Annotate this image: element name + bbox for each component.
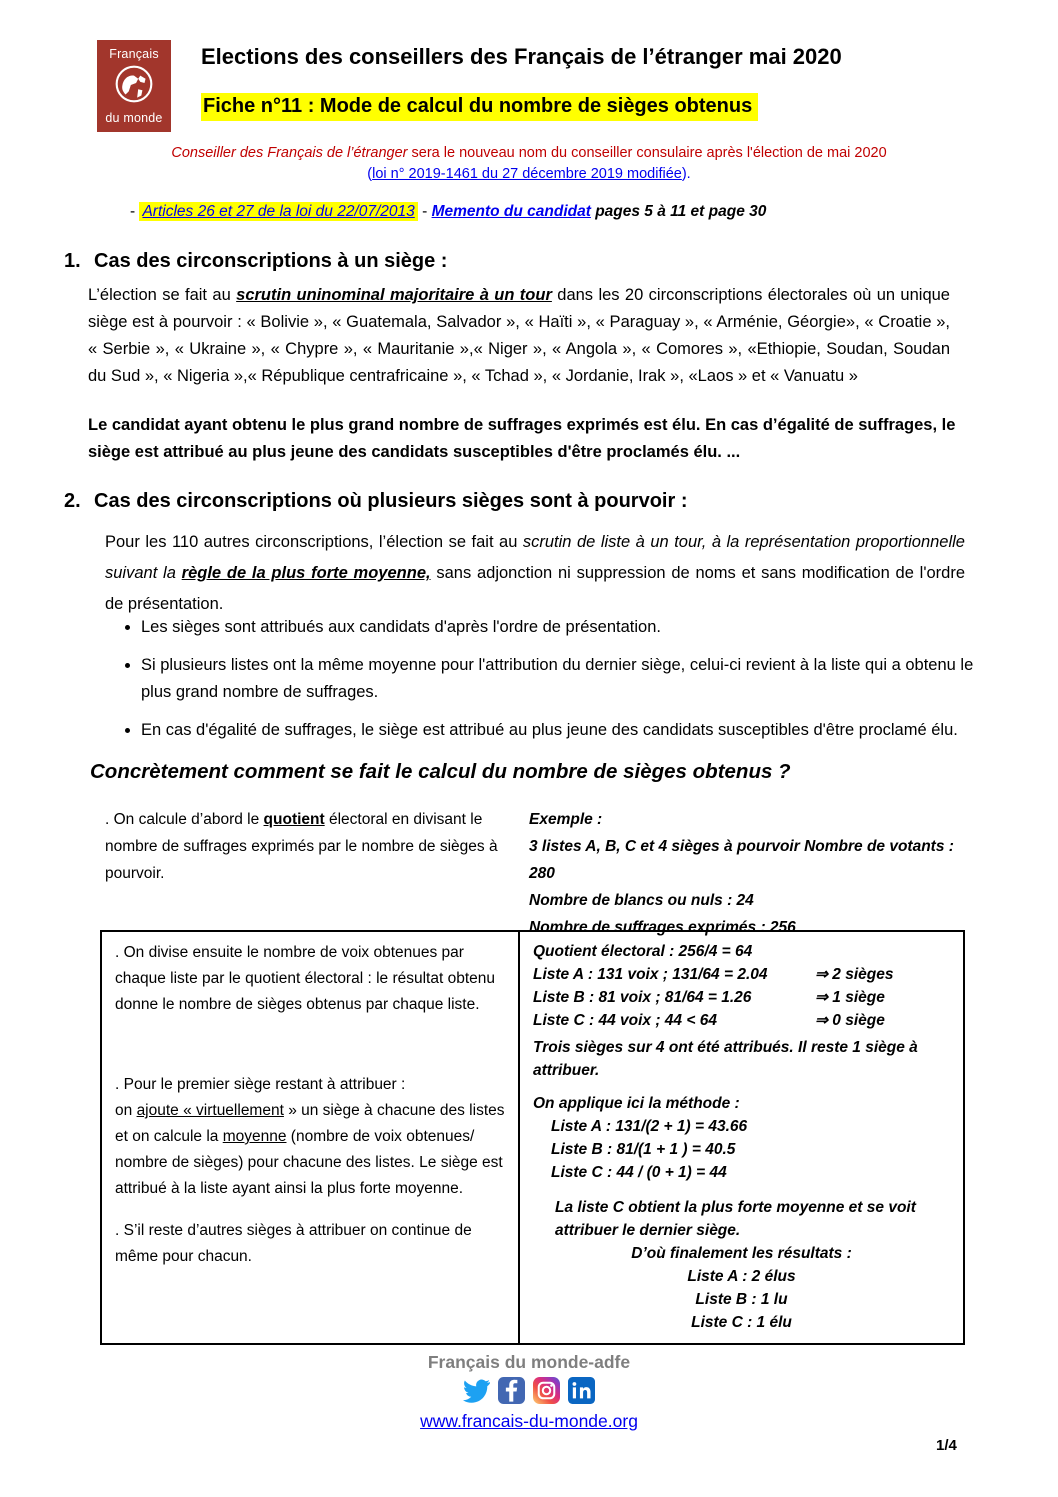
remaining-seat-note: Trois sièges sur 4 ont été attribués. Il reste 1 siège à attribuer. [533,1039,918,1079]
page-number: 1/4 [936,1437,957,1454]
example-line: 3 listes A, B, C et 4 sièges à pourvoir Nombre de votants : 280 [529,838,954,882]
articles-law-link[interactable]: Articles 26 et 27 de la loi du 22/07/2013 [142,203,415,220]
dash: - [130,203,140,220]
method-steps-cell [102,932,520,1343]
memento-pages: pages 5 à 11 et page 30 [590,203,767,220]
list-item: • Les sièges sont attribués aux candidats d'après l'ordre de présentation. [141,614,989,641]
example-block [529,806,967,941]
method-line: Liste B : 81/(1 + 1 ) = 40.5 [551,1141,736,1158]
facebook-icon[interactable] [498,1377,525,1404]
title-block [201,40,842,132]
list-a-seats: ⇒ 2 sièges [815,966,894,983]
example-line: Nombre de blancs ou nuls : 24 [529,892,754,909]
section1-heading [64,250,447,273]
website-link[interactable]: www.francais-du-monde.org [420,1411,638,1431]
twitter-icon[interactable] [463,1377,490,1404]
footer [0,1352,1058,1432]
example-results-cell [520,932,963,1343]
list-item: • Si plusieurs listes ont la même moyenne pour l'attribution du dernier siège, celui-ci revient à la liste qui a obtenu le plus grand nombre de suffrages. [141,652,989,706]
step3-line1: . Pour le premier siège restant à attribuer : [115,1076,406,1093]
section2-regle-emphasis: règle de la plus forte moyenne, [181,564,431,582]
step3-virtuellement-underlined: ajoute « virtuellement [136,1102,284,1119]
intro-line-2 [0,164,1058,185]
list-item: • En cas d'égalité de suffrages, le siège est attribué au plus jeune des candidats susceptibles d'être proclamé élu. [141,717,989,744]
step1-text [105,806,507,941]
step1-start: . On calcule d’abord le [105,811,264,828]
law-link[interactable]: loi n° 2019-1461 du 27 décembre 2019 modifiée [372,166,682,182]
result-line: Liste A : 2 élus [687,1268,796,1285]
result-line: Liste C : 1 élu [691,1314,792,1331]
section1-scrutin-emphasis: scrutin uninominal majoritaire à un tour [236,286,552,304]
step1-rest: électoral en divisant le nombre de suffrages exprimés par le nombre de sièges à pourvoir. [105,811,498,882]
intro-note [0,143,1058,185]
reference-links [130,203,766,221]
intro-line-1 [0,143,1058,164]
step3-rest: (nombre de voix obtenues/ nombre de sièges) pour chacune des listes. Le siège est attribué à la liste ayant ainsi la plus forte moyenne. [115,1128,503,1197]
method-line: Liste C : 44 / (0 + 1) = 44 [551,1164,727,1181]
section2-scrutin-italic: scrutin de liste à un tour, à la représentation proportionnelle suivant la [105,533,965,582]
section1-number: 1. [64,250,81,272]
step3-start: on [115,1102,137,1119]
list-a-row [533,963,950,986]
section2-number: 2. [64,490,81,512]
method-line: Liste A : 131/(2 + 1) = 43.66 [551,1118,748,1135]
step1-quotient-underlined: quotient [263,811,325,828]
section2-heading [64,490,688,513]
intro-line1-rest: sera le nouveau nom du conseiller consulaire après l'élection de mai 2020 [407,145,887,161]
list-c-seats: ⇒ 0 siège [815,1012,885,1029]
rules-list [113,614,989,755]
section2-text-rest: sans adjonction ni suppression de noms et sans modification de l'ordre de présentation. [105,564,965,613]
list-b-calc: Liste B : 81 voix ; 81/64 = 1.26 [533,989,752,1006]
calculation-table [100,930,965,1345]
linkedin-icon[interactable] [568,1377,595,1404]
section1-title: Cas des circonscriptions à un siège : [94,250,448,272]
social-icons [0,1377,1058,1404]
list-c-calc: Liste C : 44 voix ; 44 < 64 [533,1012,717,1029]
header [97,40,842,132]
method-label: On applique ici la méthode : [533,1095,740,1112]
section2-paragraph [105,527,965,620]
quotient-line: Quotient électoral : 256/4 = 64 [533,943,753,960]
intro-line1-italic: Conseiller des Français de l’étranger [171,145,408,161]
page-title: Elections des conseillers des Français de l’étranger mai 2020 [201,44,842,69]
memento-link[interactable]: Memento du candidat [431,203,591,220]
paren-open: ( [367,166,373,182]
list-c-row [533,1009,950,1032]
francais-du-monde-logo [97,40,171,132]
step3-moyenne-underlined: moyenne [222,1128,287,1145]
logo-text-top: Français [109,47,159,61]
calc-intro-row [105,806,967,941]
organization-name: Français du monde-adfe [427,1352,631,1372]
section1-paragraph [88,282,950,390]
section1-text-start: L’élection se fait au [88,286,237,304]
website-link-row [0,1411,1058,1432]
separator: - [417,203,432,220]
section2-text-start: Pour les 110 autres circonscriptions, l’élection se fait au [105,533,523,551]
result-line: Liste B : 1 lu [695,1291,788,1308]
page-subtitle: Fiche n°11 : Mode de calcul du nombre de sièges obtenus [201,93,758,121]
globe-icon [113,63,155,110]
step3-mid: » un siège à chacune des listes et on calcule la [115,1102,505,1145]
paren-close: ). [681,166,691,182]
conclusion-text: La liste C obtient la plus forte moyenne et se voit attribuer le dernier siège. [555,1199,916,1239]
section2-title: Cas des circonscriptions où plusieurs sièges sont à pourvoir : [94,490,688,512]
example-label: Exemple : [529,811,603,828]
instagram-icon[interactable] [533,1377,560,1404]
list-b-seats: ⇒ 1 siège [815,989,885,1006]
section1-bold-note: Le candidat ayant obtenu le plus grand nombre de suffrages exprimés est élu. En cas d’égalité de suffrages, le siège est attribué au plus jeune des candidats susceptibles d'être proclamés élu. ... [88,416,956,461]
list-b-row [533,986,950,1009]
step3-text [115,1072,505,1202]
list-a-calc: Liste A : 131 voix ; 131/64 = 2.04 [533,966,768,983]
example-line: Nombre de suffrages exprimés : 256 [529,919,796,936]
logo-text-bottom: du monde [105,111,163,125]
step4-text: . S’il reste d’autres sièges à attribuer on continue de même pour chacun. [115,1222,472,1265]
calculation-heading: Concrètement comment se fait le calcul du nombre de sièges obtenus ? [90,760,791,783]
section1-text-rest: dans les 20 circonscriptions électorales où un unique siège est à pourvoir : « Bolivie », « Guatemala, Salvador », « Haïti », « Paraguay », « Arménie, Géorgie», « Croatie », « Serbie », « Ukraine », « Chypre », « Mauritanie »,« Niger », « Angola », « Comores », «Ethiopie, Soudan, Soudan du Sud », « Nigeria »,« République centrafricaine », « Tchad », « Jordanie, Irak », «Laos » et « Vanuatu » [88,286,950,385]
results-label: D’où finalement les résultats : [631,1245,852,1262]
step2-text: . On divise ensuite le nombre de voix obtenues par chaque liste par le quotient électoral : le résultat obtenu donne le nombre de sièges obtenus par chaque liste. [115,944,495,1013]
